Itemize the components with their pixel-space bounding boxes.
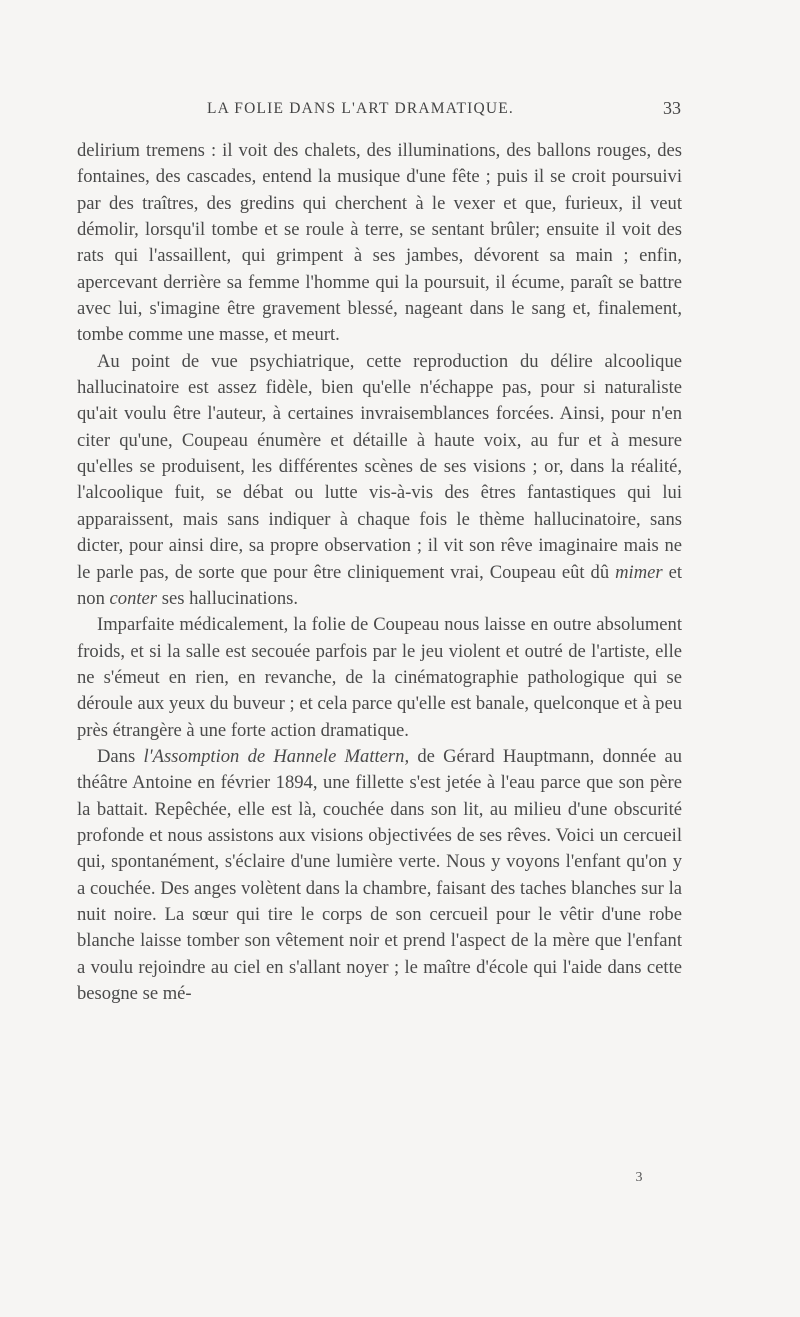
- italic-text: conter: [109, 587, 158, 609]
- signature-mark: [0, 1168, 800, 1186]
- body-text: [77, 138, 682, 1007]
- running-head: [77, 100, 681, 126]
- text-run: de Gérard Hauptmann, donnée au théâtre Antoine en février 1894, une fillette s'est jetée à l'eau parce que son père la battait. Repêchée, elle est là, couchée dans son lit, au milieu d'une obscurité profonde et nous assistons aux visions objectivées de ses rêves. Voici un cercueil qui, spontanément, s'éclaire d'une lumière verte. Nous y voyons l'enfant qu'on y a couchée. Des anges volètent dans la chambre, faisant des taches blanches sur la nuit noire. La sœur qui tire le corps de son cercueil pour le vêtir d'une robe blanche laisse tomber son vêtement noir et prend l'aspect de la mère que l'enfant a voulu rejoindre au ciel en s'allant noyer ; le maître d'école qui l'aide dans cette besogne se mé-: [77, 745, 682, 1004]
- italic-text: l'Assomption de Hannele Mattern,: [143, 745, 410, 767]
- signature-number: 3: [635, 1170, 643, 1185]
- text-run: Au point de vue psychiatrique, cette reproduction du délire alcoolique hallucinatoire est assez fidèle, bien qu'elle n'échappe pas, pour si naturaliste qu'ait voulu être l'auteur, à certaines invraisemblances forcées. Ainsi, pour n'en citer qu'une, Coupeau énumère et détaille à haute voix, au fur et à mesure qu'elles se produisent, les différentes scènes de ses visions ; or, dans la réalité, l'alcoolique fuit, se débat ou lutte vis-à-vis des êtres fantastiques qui lui apparaissent, mais sans indiquer à chaque fois le thème hallucinatoire, sans dicter, pour ainsi dire, sa propre observation ; il vit son rêve imaginaire mais ne le parle pas, de sorte que pour être cliniquement vrai, Coupeau eût dû: [77, 350, 682, 583]
- paragraph-1: [77, 138, 682, 349]
- page-number: 33: [663, 98, 681, 118]
- text-run: et non: [77, 561, 682, 609]
- text-run: ses hallucinations.: [157, 587, 299, 609]
- text-run: delirium tremens : il voit des chalets, des illuminations, des ballons rouges, des fontaines, des cascades, entend la musique d'une fête ; puis il se croit poursuivi par des traîtres, des gredins qui cherchent à le vexer et que, furieux, il veut démolir, lorsqu'il tombe et se roule à terre, se sentant brûler; ensuite il voit des rats qui l'assaillent, qui grimpent à ses jambes, dévorent sa main ; enfin, apercevant derrière sa femme l'homme qui la poursuit, il écume, paraît se battre avec lui, s'imagine être gravement blessé, nageant dans le sang et, finalement, tombe comme une masse, et meurt.: [77, 140, 682, 346]
- running-title: LA FOLIE DANS L'ART DRAMATIQUE.: [207, 100, 515, 117]
- paragraph-4: [77, 744, 682, 1007]
- text-run: Imparfaite médicalement, la folie de Coupeau nous laisse en outre absolument froids, et si la salle est secouée parfois par le jeu violent et outré de l'artiste, elle ne s'émeut en rien, en revanche, de la cinématographie pathologique qui se déroule aux yeux du buveur ; et cela parce qu'elle est banale, quelconque et à peu près étrangère à une forte action dramatique.: [77, 614, 682, 741]
- paragraph-2: [77, 349, 682, 612]
- italic-text: mimer: [615, 561, 663, 583]
- paragraph-3: [77, 612, 682, 744]
- text-run: Dans: [97, 745, 144, 767]
